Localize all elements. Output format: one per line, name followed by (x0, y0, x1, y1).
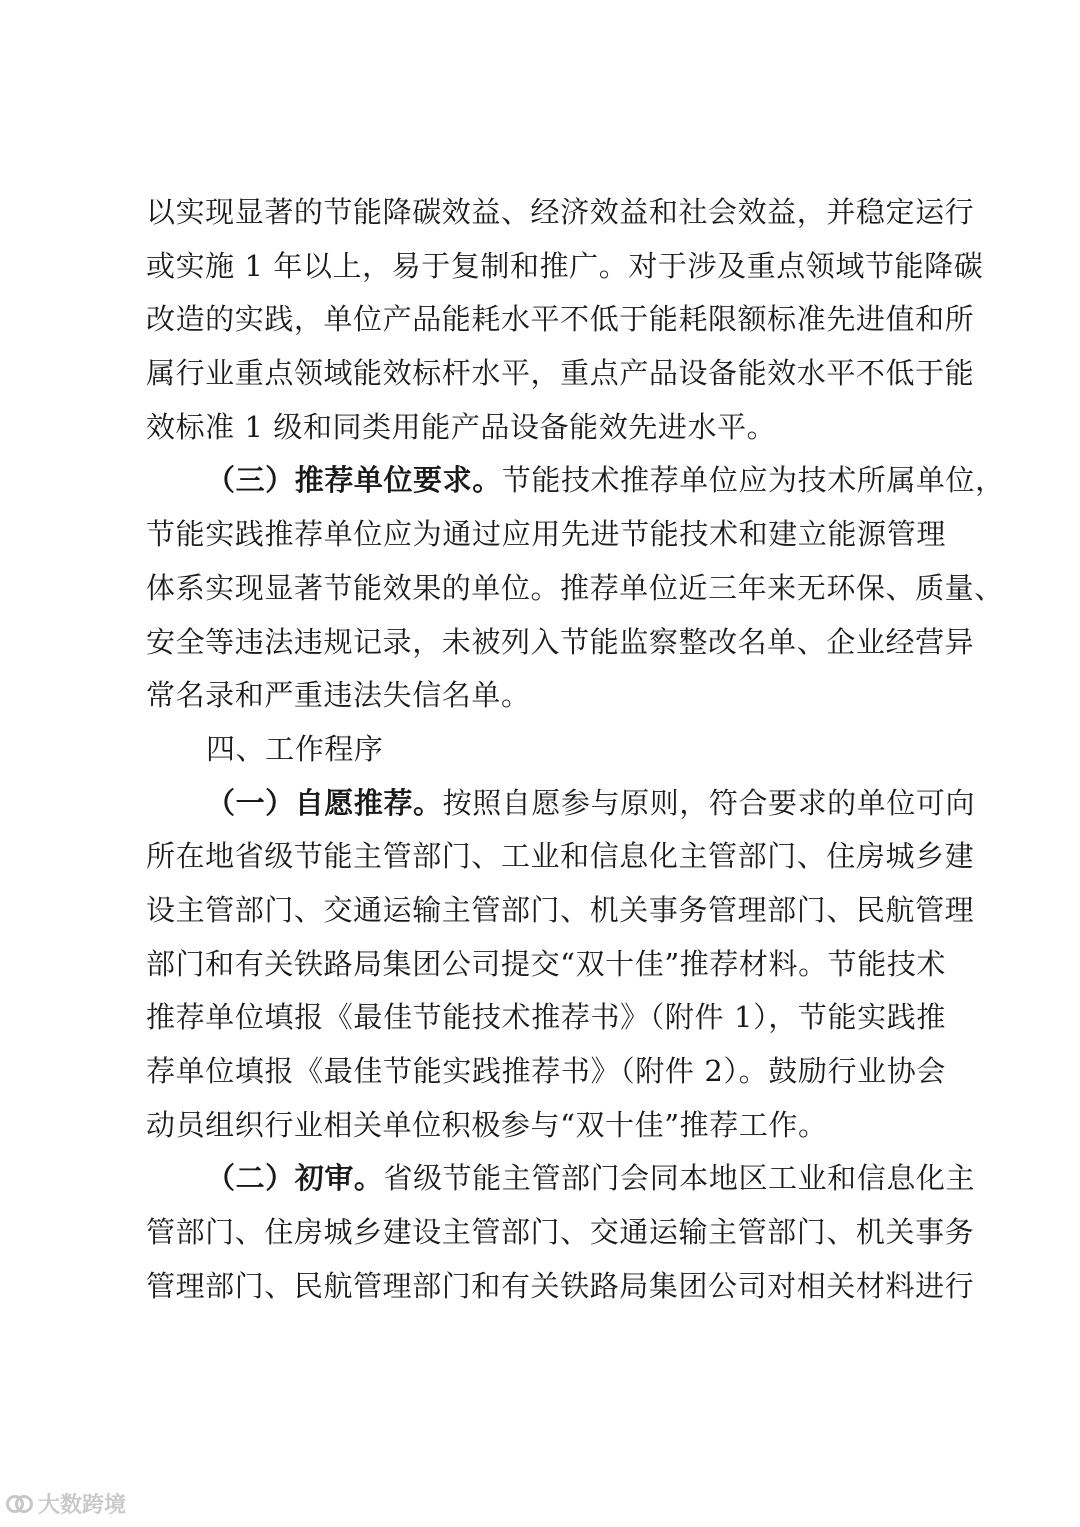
text-run: 省级节能主管部门会同本地区工业和信息化主 (383, 1161, 976, 1196)
watermark-text: 大数跨境 (38, 1492, 127, 1518)
watermark (6, 1488, 126, 1518)
section-lead: （三）推荐单位要求。 (206, 463, 502, 498)
paragraph-recommending-unit-requirements (146, 454, 1005, 722)
text-line: 所在地省级节能主管部门、工业和信息化主管部门、住房城乡建 (146, 839, 975, 874)
text-run: 节能技术推荐单位应为技术所属单位， (501, 463, 1005, 498)
text-line: 荐单位填报《最佳节能实践推荐书》（附件 2）。鼓励行业协会 (146, 1054, 946, 1088)
text-line (146, 777, 976, 831)
double-ring-logo-icon (6, 1493, 32, 1513)
text-line (146, 454, 1005, 508)
text-line: 改造的实践，单位产品能耗水平不低于能耗限额标准先进值和所 (146, 302, 975, 337)
text-line: 管理部门、民航管理部门和有关铁路局集团公司对相关材料进行 (146, 1268, 975, 1303)
paragraph-voluntary-recommendation (146, 777, 976, 1153)
text-line: 管部门、住房城乡建设主管部门、交通运输主管部门、机关事务 (146, 1215, 975, 1250)
text-line: 部门和有关铁路局集团公司提交“双十佳”推荐材料。节能技术 (146, 946, 946, 981)
text-line: 以实现显著的节能降碳效益、经济效益和社会效益，并稳定运行 (146, 195, 975, 229)
text-line (146, 1152, 976, 1206)
paragraph-continuation (146, 186, 984, 454)
text-line: 推荐单位填报《最佳节能技术推荐书》（附件 1），节能实践推 (146, 1000, 946, 1035)
section-lead: （一）自愿推荐。 (206, 785, 443, 820)
document-body (146, 186, 1005, 1313)
text-line: 安全等违法违规记录，未被列入节能监察整改名单、企业经营异 (146, 624, 975, 659)
text-line: 体系实现显著节能效果的单位。推荐单位近三年来无环保、质量、 (146, 570, 1004, 605)
section-heading: 四、工作程序 (206, 731, 384, 766)
section-lead: （二）初审。 (206, 1161, 384, 1196)
text-line: 节能实践推荐单位应为通过应用先进节能技术和建立能源管理 (146, 517, 946, 552)
text-line: 设主管部门、交通运输主管部门、机关事务管理部门、民航管理 (146, 892, 975, 927)
text-line: 属行业重点领域能效标杆水平，重点产品设备能效水平不低于能 (146, 356, 975, 391)
text-line: 动员组织行业相关单位积极参与“双十佳”推荐工作。 (146, 1107, 828, 1142)
paragraph-preliminary-review (146, 1152, 976, 1313)
text-line: 或实施 1 年以上，易于复制和推广。对于涉及重点领域节能降碳 (146, 248, 984, 283)
text-line: 常名录和严重违法失信名单。 (146, 678, 531, 713)
text-line: 效标准 1 级和同类用能产品设备能效先进水平。 (146, 409, 777, 444)
text-run: 按照自愿参与原则，符合要求的单位可向 (442, 785, 976, 820)
